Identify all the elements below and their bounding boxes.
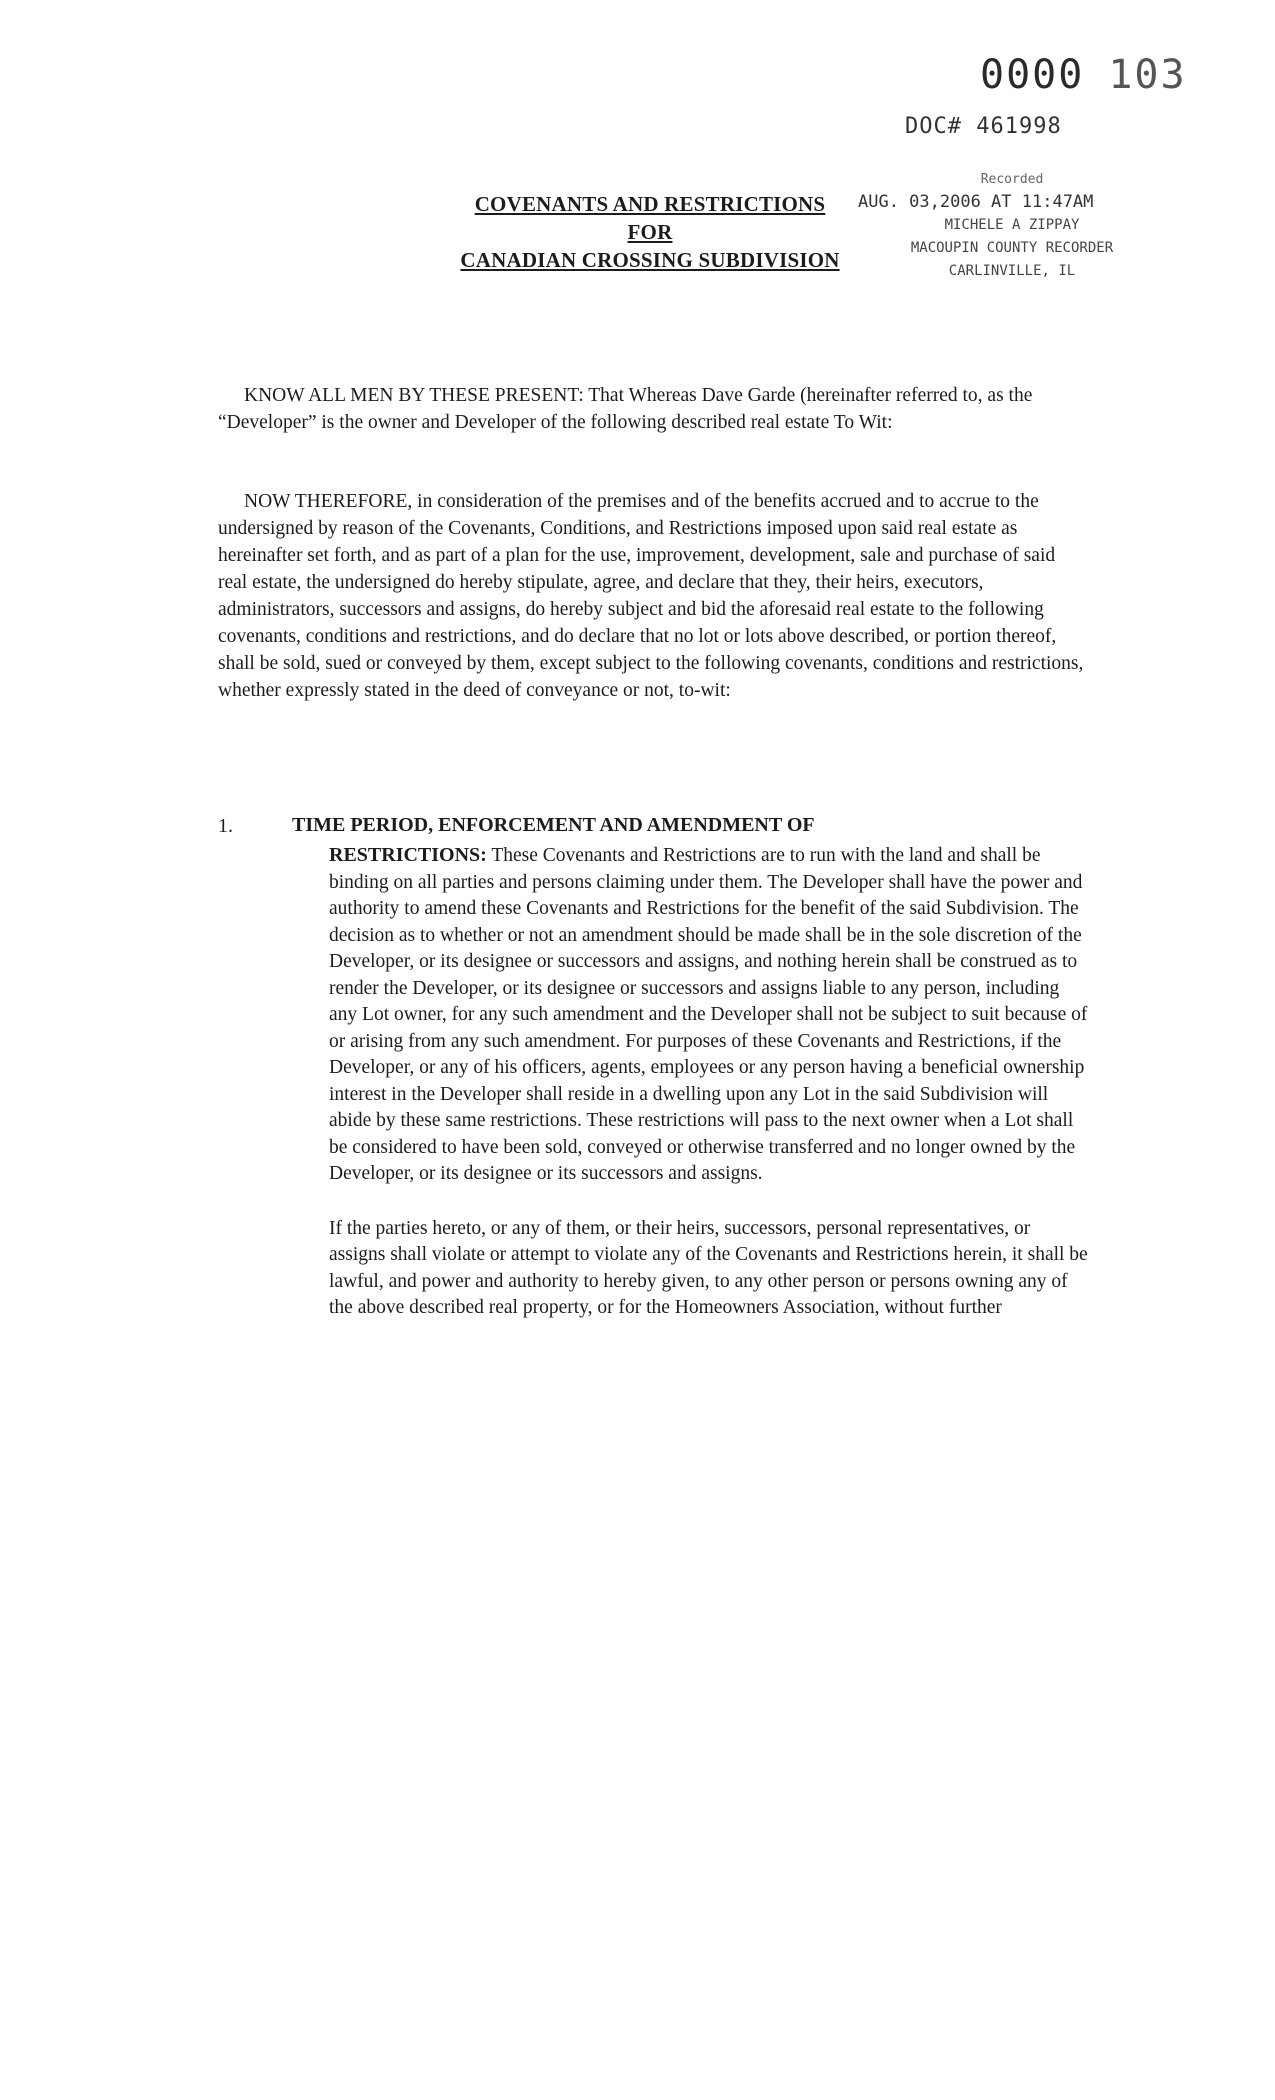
title-line-2: FOR [627,220,673,244]
section-1-body [329,842,1089,1322]
recorder-name: MICHELE A ZIPPAY [944,217,1080,233]
document-title [430,190,870,274]
section-heading-continued: RESTRICTIONS: [329,844,487,866]
consideration-paragraph [218,488,1088,704]
book-number: 0000 [980,52,1085,98]
intro-text: KNOW ALL MEN BY THESE PRESENT: That Whereas Dave Garde (hereinafter referred to, as the “Developer” is the owner and Developer of the following described real estate To Wit: [218,385,1033,433]
intro-paragraph [218,382,1088,436]
recording-date-time: AUG. 03,2006 AT 11:47AM [858,192,1094,212]
section-1-paragraph-1 [329,842,1089,1188]
title-line-1: COVENANTS AND RESTRICTIONS [474,192,826,216]
recorded-label: Recorded [980,172,1044,187]
section-1-paragraph-1-text: These Covenants and Restrictions are to run with the land and shall be binding on all parties and persons claiming under them. The Developer shall have the power and authority to amend these Covenants and Restrictions for the benefit of the said Subdivision. The decision as to whether or not an amendment should be made shall be in the sole discretion of the Developer, or its designee or successors and assigns, and nothing herein shall be construed as to render the Developer, or its designee or successors and assigns liable to any person, including any Lot owner, for any such amendment and the Developer shall not be subject to suit because of or arising from any such amendment. For purposes of these Covenants and Restrictions, if the Developer, or any of his officers, agents, employees or any person having a beneficial ownership interest in the Developer shall reside in a dwelling upon any Lot in the said Subdivision will abide by these same restrictions. These restrictions will pass to the next owner when a Lot shall be considered to have been sold, conveyed or otherwise transferred and no longer owned by the Developer, or its designee or its successors and assigns. [329,845,1088,1184]
document-number: DOC# 461998 [905,114,1062,139]
section-1-paragraph-2: If the parties hereto, or any of them, or their heirs, successors, personal representatives, or assigns shall violate or attempt to violate any of the Covenants and Restrictions herein, it shall be lawful, and power and authority to hereby given, to any other person or persons owning any of the above described real property, or for the Homeowners Association, without further [329,1217,1088,1318]
section-heading: TIME PERIOD, ENFORCEMENT AND AMENDMENT OF [292,814,815,836]
title-line-3: CANADIAN CROSSING SUBDIVISION [460,248,840,272]
recorder-title: MACOUPIN COUNTY RECORDER [910,240,1114,256]
recorder-stamp [858,168,1162,283]
consideration-text: NOW THEREFORE, in consideration of the premises and of the benefits accrued and to accrue to the undersigned by reason of the Covenants, Conditions, and Restrictions imposed upon said real estate as hereinafter set forth, and as part of a plan for the use, improvement, development, sale and purchase of said real estate, the undersigned do hereby stipulate, agree, and declare that they, their heirs, executors, administrators, successors and assigns, do hereby subject and bid the aforesaid real estate to the following covenants, conditions and restrictions, and do declare that no lot or lots above described, or portion thereof, shall be sold, sued or conveyed by them, except subject to the following covenants, conditions and restrictions, whether expressly stated in the deed of conveyance or not, to-wit: [218,491,1084,701]
recording-location: CARLINVILLE, IL [948,263,1076,279]
page-number: 103 [1108,52,1187,98]
book-page-stamp [980,52,1187,98]
section-number: 1. [218,815,233,837]
